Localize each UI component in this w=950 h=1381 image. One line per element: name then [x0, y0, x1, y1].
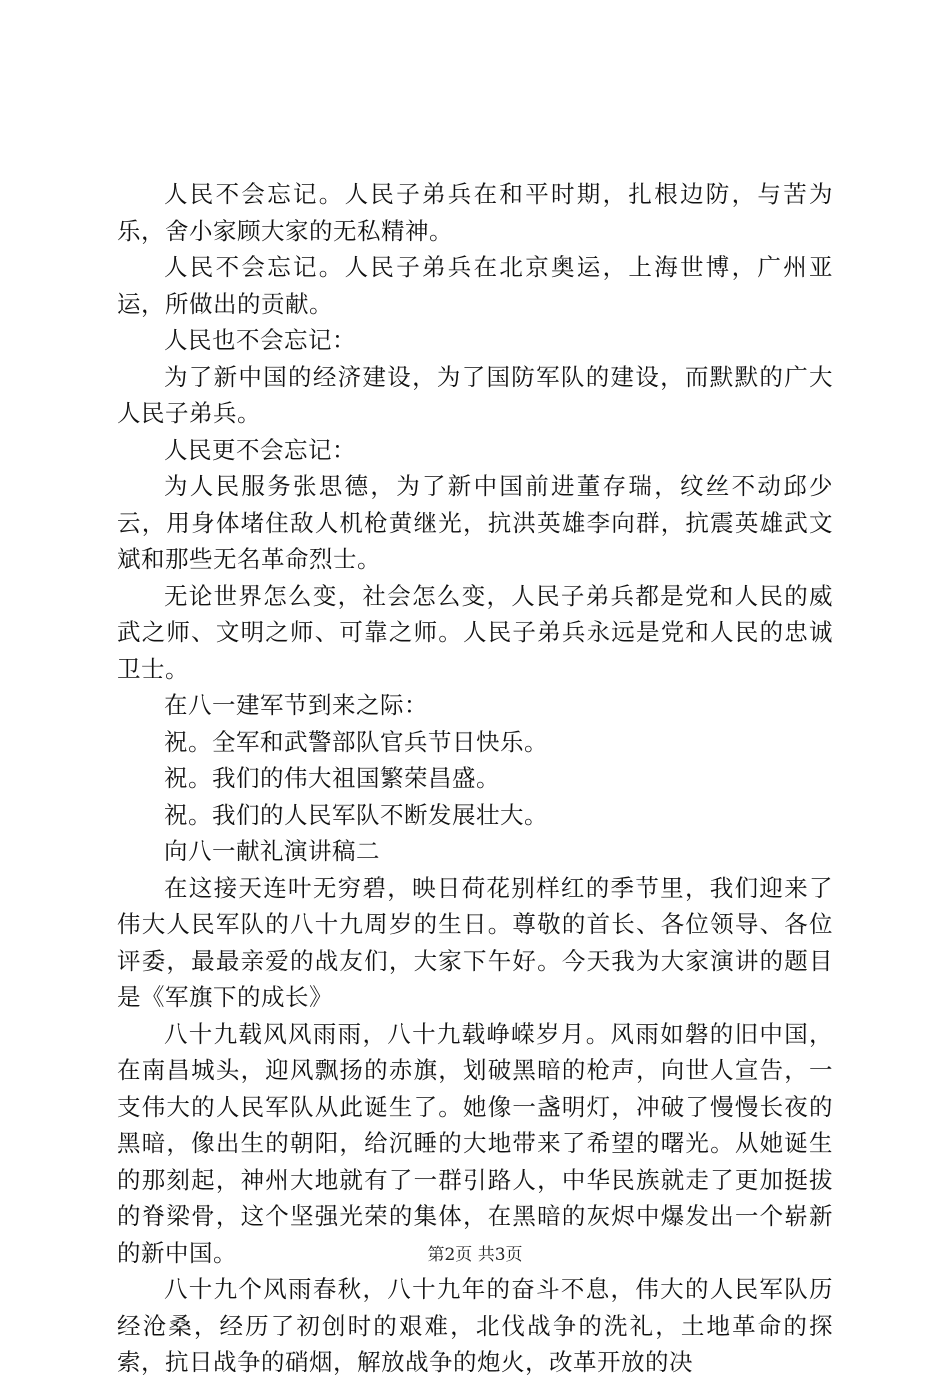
paragraph-5: 人民更不会忘记：	[164, 435, 356, 464]
paragraph-15: 八十九个风雨春秋，八十九年的奋斗不息，伟大的人民军队历经沧桑，经历了初创时的艰难，北伐战争的洗礼，土地革命的探索，抗日战争的硝烟，解放战争的炮火，改革开放的决	[117, 1275, 833, 1376]
paragraph-3: 人民也不会忘记：	[164, 326, 356, 354]
paragraph-7: 无论世界怎么变，社会怎么变，人民子弟兵都是党和人民的威武之师、文明之师、可靠之师。人民子弟兵永远是党和人民的忠诚卫士。	[117, 581, 833, 683]
paragraph-4: 为了新中国的经济建设，为了国防军队的建设，而默默的广大人民子弟兵。	[117, 362, 833, 427]
paragraph-11: 祝。我们的人民军队不断发展壮大。	[164, 800, 548, 829]
section-heading: 向八一献礼演讲稿二	[164, 837, 380, 865]
paragraph-14: 八十九载风风雨雨，八十九载峥嵘岁月。风雨如磐的旧中国，在南昌城头，迎风飘扬的赤旗，划破黑暗的枪声，向世人宣告，一支伟大的人民军队从此诞生了。她像一盏明灯，冲破了慢慢长夜的黑暗，像出生的朝阳，给沉睡的大地带来了希望的曙光。从她诞生的那刻起，神州大地就有了一群引路人，中华民族就走了更加挺拔的脊梁骨，这个坚强光荣的集体，在黑暗的灰烬中爆发出一个崭新的新中国。	[117, 1019, 833, 1267]
page-footer	[0, 1244, 950, 1266]
paragraph-2: 人民不会忘记。人民子弟兵在北京奥运，上海世博，广州亚运，所做出的贡献。	[117, 253, 833, 318]
document-body	[117, 176, 833, 1381]
paragraph-10: 祝。我们的伟大祖国繁荣昌盛。	[164, 764, 500, 792]
paragraph-13: 在这接天连叶无穷碧，映日荷花别样红的季节里，我们迎来了伟大人民军队的八十九周岁的生日。尊敬的首长、各位领导、各位评委，最最亲爱的战友们，大家下午好。今天我为大家演讲的题目是《军旗下的成长》	[117, 873, 833, 1011]
paragraph-6: 为人民服务张思德，为了新中国前进董存瑞，纹丝不动邱少云，用身体堵住敌人机枪黄继光，抗洪英雄李向群，抗震英雄武文斌和那些无名革命烈士。	[117, 472, 833, 573]
paragraph-9: 祝。全军和武警部队官兵节日快乐。	[164, 727, 548, 756]
page-number: 第2页 共3页	[427, 1245, 523, 1265]
paragraph-8: 在八一建军节到来之际：	[164, 691, 428, 719]
paragraph-1: 人民不会忘记。人民子弟兵在和平时期，扎根边防，与苦为乐，舍小家顾大家的无私精神。	[117, 180, 833, 245]
